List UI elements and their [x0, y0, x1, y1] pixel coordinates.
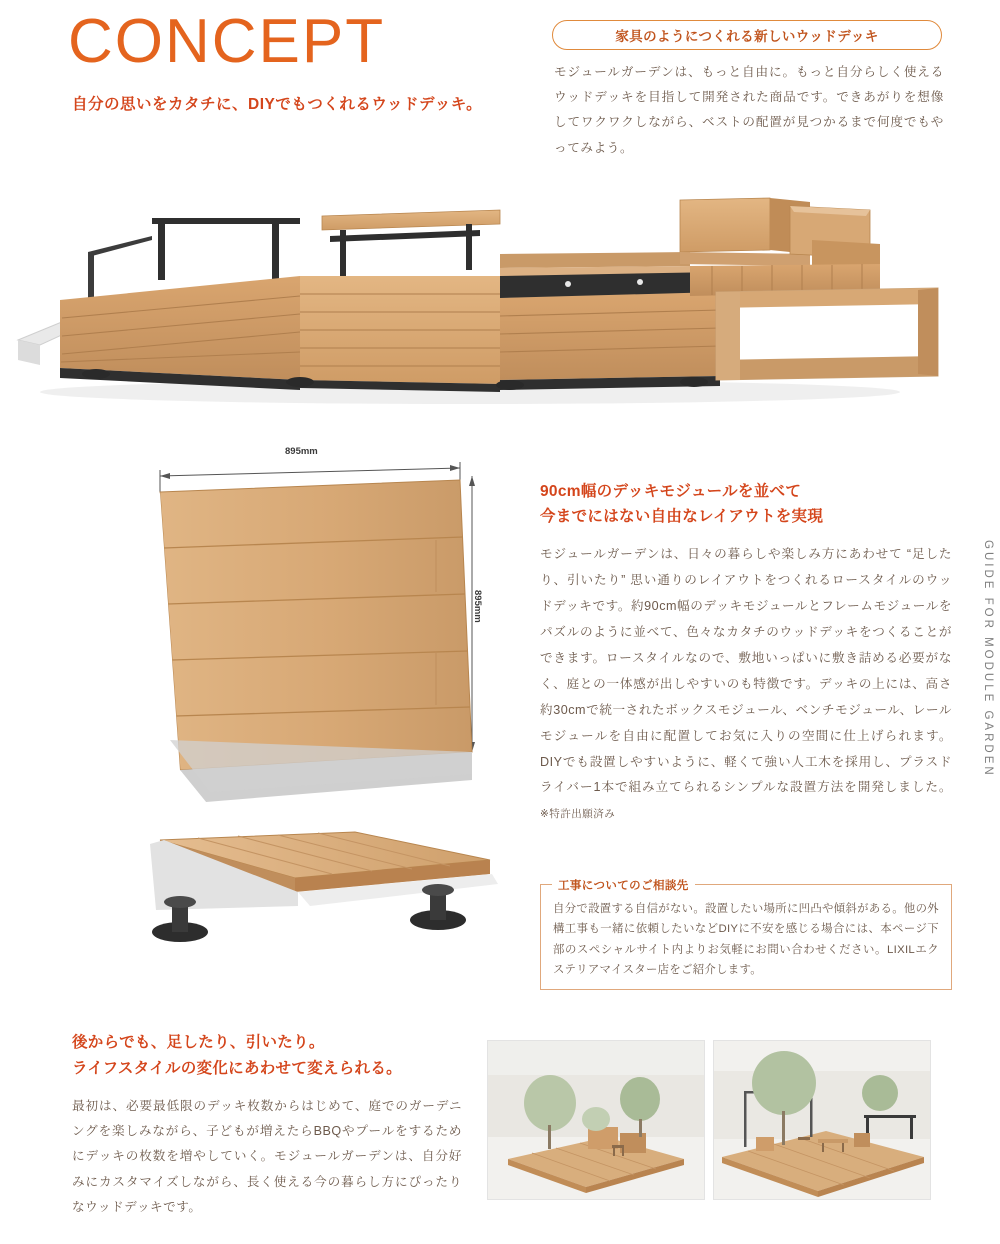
right-body-note: ※特許出願済み — [540, 808, 616, 821]
bottom-heading-line2: ライフスタイルの変化にあわせて変えられる。 — [72, 1059, 402, 1077]
module-drawing-svg — [120, 440, 520, 1000]
side-guide-label: GUIDE FOR MODULE GARDEN — [982, 540, 994, 778]
bottom-heading-line1: 後からでも、足したり、引いたり。 — [72, 1034, 325, 1051]
advice-body-text: 自分で設置する自信がない。設置したい場所に凹凸や傾斜がある。他の外構工事も一緒に依頼したいなどDIYに不安を感じる場合には、本ページ下部のスペシャルサイト内よりお気軽にお問い合わせください。LIXILエクステリアマイスター店をご紹介します。 — [553, 903, 939, 976]
right-body-text: モジュールガーデンは、日々の暮らしや楽しみ方にあわせて “足したり、引いたり” 思い通りのレイアウトをつくれるロースタイルのウッドデッキです。約90cm幅のデッキモジュールとフレームモジュールをパズルのように並べて、色々なカタチのウッドデッキをつくることができます。ロースタイルなので、敷地いっぱいに敷き詰める必要がなく、庭との一体感が出しやすいのも特徴です。デッキの上には、高さ約30cmで統一されたボックスモジュール、ベンチモジュール、レールモジュールを自由に配置してお気に入りの空間に仕上げられます。DIYでも設置しやすいように、軽くて強い人工木を採用し、プラスドライバー1本で組み立てられるシンプルな設置方法を開発しました。 — [540, 547, 952, 795]
photo-left-svg — [488, 1041, 705, 1200]
header-callout-label: 家具のようにつくれる新しいウッドデッキ — [615, 29, 879, 44]
lifestyle-photo-small-deck — [487, 1040, 705, 1200]
hero-deck-svg — [0, 180, 1000, 410]
header-intro-text: モジュールガーデンは、もっと自由に。もっと自分らしく使えるウッドデッキを目指して開発された商品です。できあがりを想像してワクワクしながら、ベストの配置が見つかるまで何度でもやってみよう。 — [554, 65, 944, 155]
construction-advice-box — [540, 884, 952, 990]
right-heading-line1: 90cm幅のデッキモジュールを並べて — [540, 483, 802, 500]
page-footer-spacer — [0, 1226, 1000, 1244]
page-title: CONCEPT — [68, 7, 386, 76]
module-dimension-drawing — [120, 440, 520, 1000]
hero-deck-illustration — [0, 180, 1000, 410]
dimension-width-label: 895mm — [285, 446, 318, 457]
right-heading-line2: 今までにはない自由なレイアウトを実現 — [540, 507, 824, 525]
bottom-body-text: 最初は、必要最低限のデッキ枚数からはじめて、庭でのガーデニングを楽しみながら、子どもが増えたらBBQやプールをするためにデッキの枚数を増やしていく。モジュールガーデンは、自分好みにカスタマイズしながら、長く使える今の暮らし方にぴったりなウッドデッキです。 — [72, 1099, 462, 1214]
header-callout-badge — [552, 20, 942, 50]
page-subtitle: 自分の思いをカタチに、DIYでもつくれるウッドデッキ。 — [72, 96, 483, 113]
photo-right-svg — [714, 1041, 931, 1200]
right-column-heading — [540, 480, 960, 530]
advice-box-title: 工事についてのご相談先 — [552, 877, 695, 893]
dimension-depth-label: 895mm — [472, 590, 483, 623]
lifestyle-photo-large-deck — [713, 1040, 931, 1200]
bottom-heading — [72, 1030, 492, 1081]
right-column-body — [540, 542, 952, 827]
